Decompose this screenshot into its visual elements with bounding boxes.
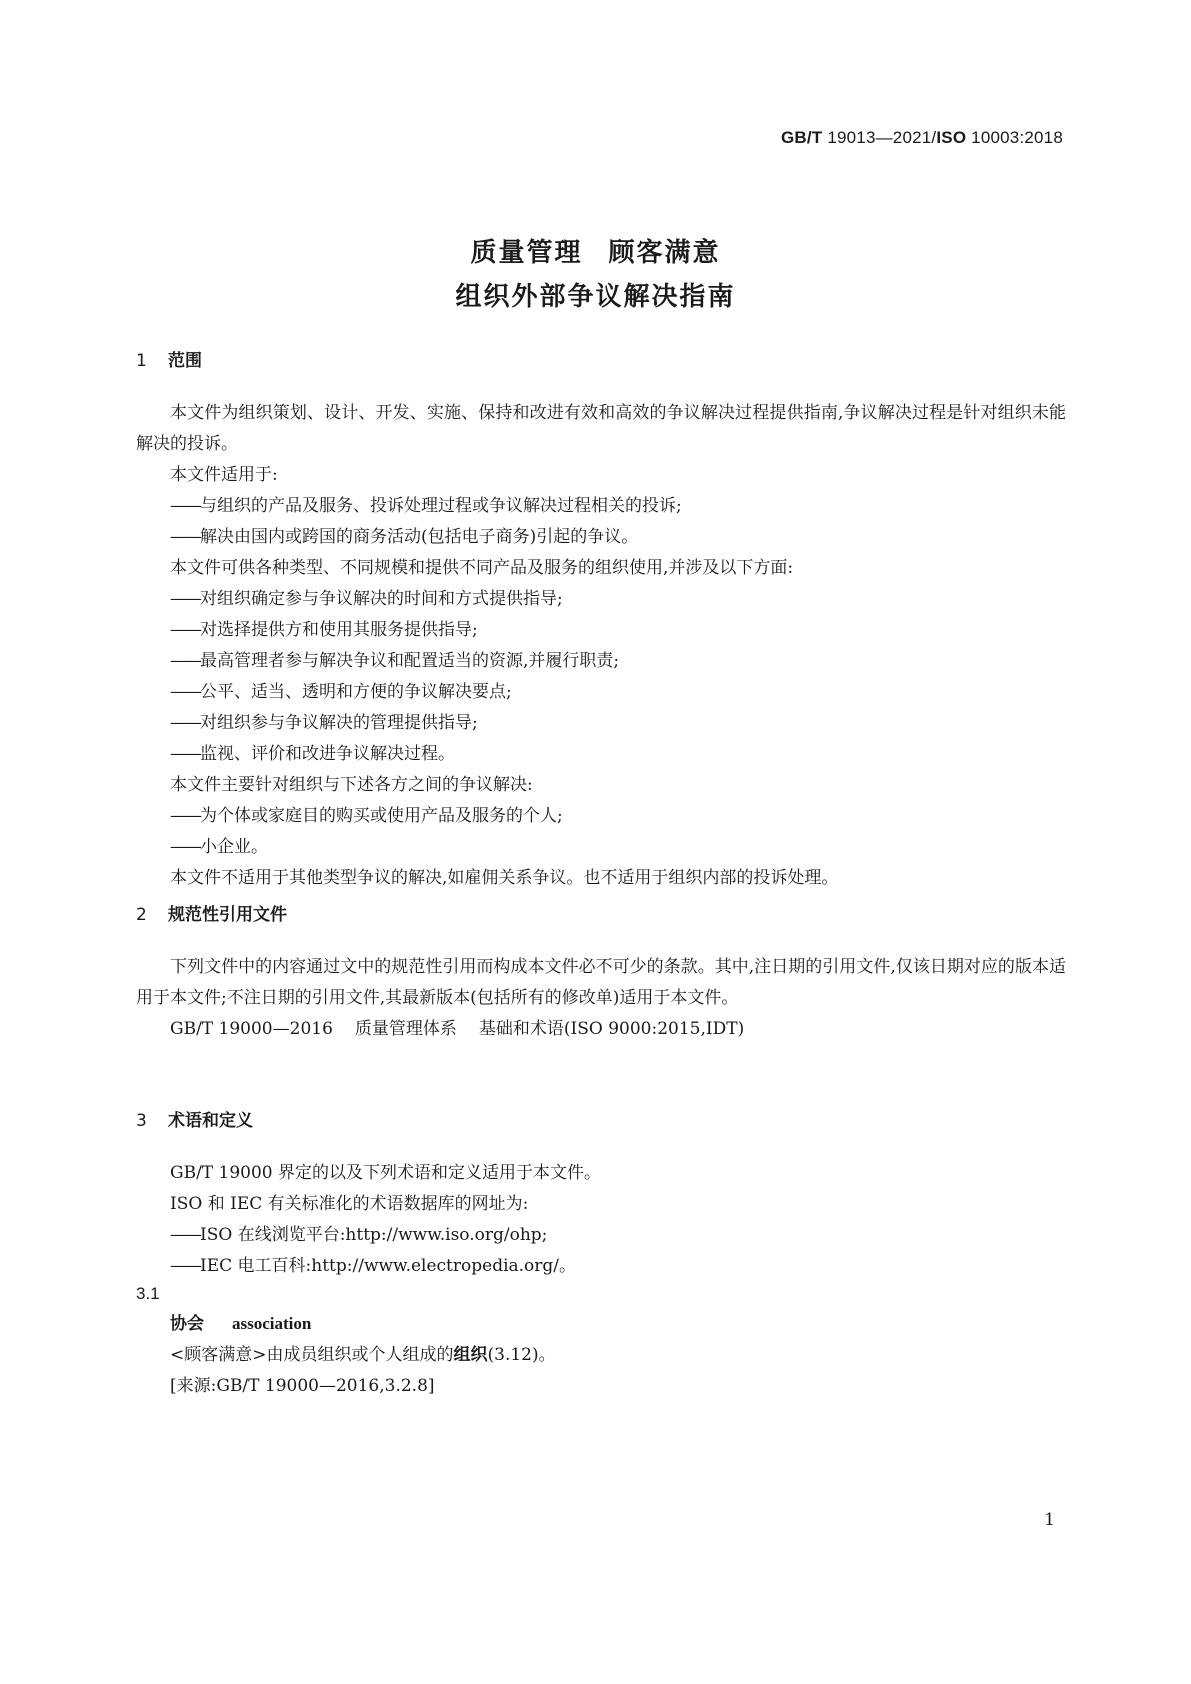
term-heading — [170, 1308, 556, 1340]
section-1-body — [136, 398, 1066, 894]
term-entry — [170, 1308, 556, 1402]
dash: —— — [170, 1225, 200, 1245]
section-number: 2 — [136, 905, 147, 925]
std-gb-number: 19013—2021/ — [822, 128, 937, 147]
term-number: 3.1 — [136, 1284, 160, 1303]
list-item: ——解决由国内或跨国的商务活动(包括电子商务)引起的争议。 — [170, 527, 639, 547]
reference-title-a: 质量管理体系 — [354, 1019, 457, 1039]
dash: —— — [170, 620, 200, 640]
dash: —— — [170, 682, 200, 702]
section-title: 术语和定义 — [168, 1111, 253, 1131]
reference-title-b: 基础和术语(ISO 9000:2015,IDT) — [478, 1019, 745, 1039]
list-item: ——公平、适当、透明和方便的争议解决要点; — [170, 682, 512, 702]
dash: —— — [170, 713, 200, 733]
dash: —— — [170, 744, 200, 764]
list-item: ——对组织确定参与争议解决的时间和方式提供指导; — [170, 589, 563, 609]
term-definition: <顾客满意>由成员组织或个人组成的组织(3.12)。 — [170, 1345, 556, 1365]
term-en: association — [232, 1314, 312, 1333]
list-item: ——与组织的产品及服务、投诉处理过程或争议解决过程相关的投诉; — [170, 496, 682, 516]
paragraph: 本文件为组织策划、设计、开发、实施、保持和改进有效和高效的争议解决过程提供指南,争议解决过程是针对组织未能解决的投诉。 — [136, 403, 1066, 454]
dash: —— — [170, 837, 200, 857]
dash: —— — [170, 1256, 200, 1276]
section-1-heading — [136, 346, 202, 371]
section-title: 范围 — [168, 351, 202, 371]
paragraph: GB/T 19000 界定的以及下列术语和定义适用于本文件。 — [170, 1163, 602, 1183]
document-title-line1 — [0, 232, 1191, 269]
list-item: ——最高管理者参与解决争议和配置适当的资源,并履行职责; — [170, 651, 620, 671]
standard-number — [781, 128, 1063, 148]
section-2-body — [136, 952, 1066, 1045]
dash: —— — [170, 527, 200, 547]
title-part-a: 质量管理 — [470, 238, 583, 268]
section-number: 1 — [136, 351, 147, 371]
list-item: ——IEC 电工百科:http://www.electropedia.org/。 — [170, 1256, 577, 1276]
section-3-heading — [136, 1106, 253, 1131]
section-3-body — [136, 1158, 1066, 1282]
list-item: ——监视、评价和改进争议解决过程。 — [170, 744, 455, 764]
list-item: ——ISO 在线浏览平台:http://www.iso.org/ohp; — [170, 1225, 548, 1245]
paragraph: ISO 和 IEC 有关标准化的术语数据库的网址为: — [170, 1194, 529, 1214]
document-title-line2: 组织外部争议解决指南 — [455, 282, 736, 312]
paragraph: 本文件不适用于其他类型争议的解决,如雇佣关系争议。也不适用于组织内部的投诉处理。 — [170, 868, 839, 888]
title-part-b: 顾客满意 — [608, 238, 721, 268]
dash: —— — [170, 651, 200, 671]
dash: —— — [170, 589, 200, 609]
section-number: 3 — [136, 1111, 147, 1131]
section-2-heading — [136, 900, 287, 925]
term-cross-reference[interactable]: 组织 — [453, 1345, 488, 1365]
list-item: ——对组织参与争议解决的管理提供指导; — [170, 713, 478, 733]
section-title: 规范性引用文件 — [168, 905, 287, 925]
list-item: ——小企业。 — [170, 837, 268, 857]
dash: —— — [170, 806, 200, 826]
paragraph: 本文件适用于: — [170, 465, 278, 485]
page-number: 1 — [1044, 1510, 1055, 1530]
list-item: ——为个体或家庭目的购买或使用产品及服务的个人; — [170, 806, 563, 826]
term-source: [来源:GB/T 19000—2016,3.2.8] — [170, 1376, 435, 1396]
std-gb-label: GB/T — [780, 128, 823, 147]
std-iso-number: 10003:2018 — [966, 128, 1063, 147]
normative-reference — [136, 1014, 1066, 1045]
list-item: ——对选择提供方和使用其服务提供指导; — [170, 620, 478, 640]
paragraph: 本文件主要针对组织与下述各方之间的争议解决: — [170, 775, 533, 795]
term-zh: 协会 — [170, 1314, 204, 1334]
std-iso-label: ISO — [936, 128, 967, 147]
reference-code: GB/T 19000—2016 — [170, 1019, 333, 1039]
paragraph: 下列文件中的内容通过文中的规范性引用而构成本文件必不可少的条款。其中,注日期的引用文件,仅该日期对应的版本适用于本文件;不注日期的引用文件,其最新版本(包括所有的修改单)适用于本文件。 — [136, 957, 1066, 1008]
paragraph: 本文件可供各种类型、不同规模和提供不同产品及服务的组织使用,并涉及以下方面: — [170, 558, 794, 578]
dash: —— — [170, 496, 200, 516]
